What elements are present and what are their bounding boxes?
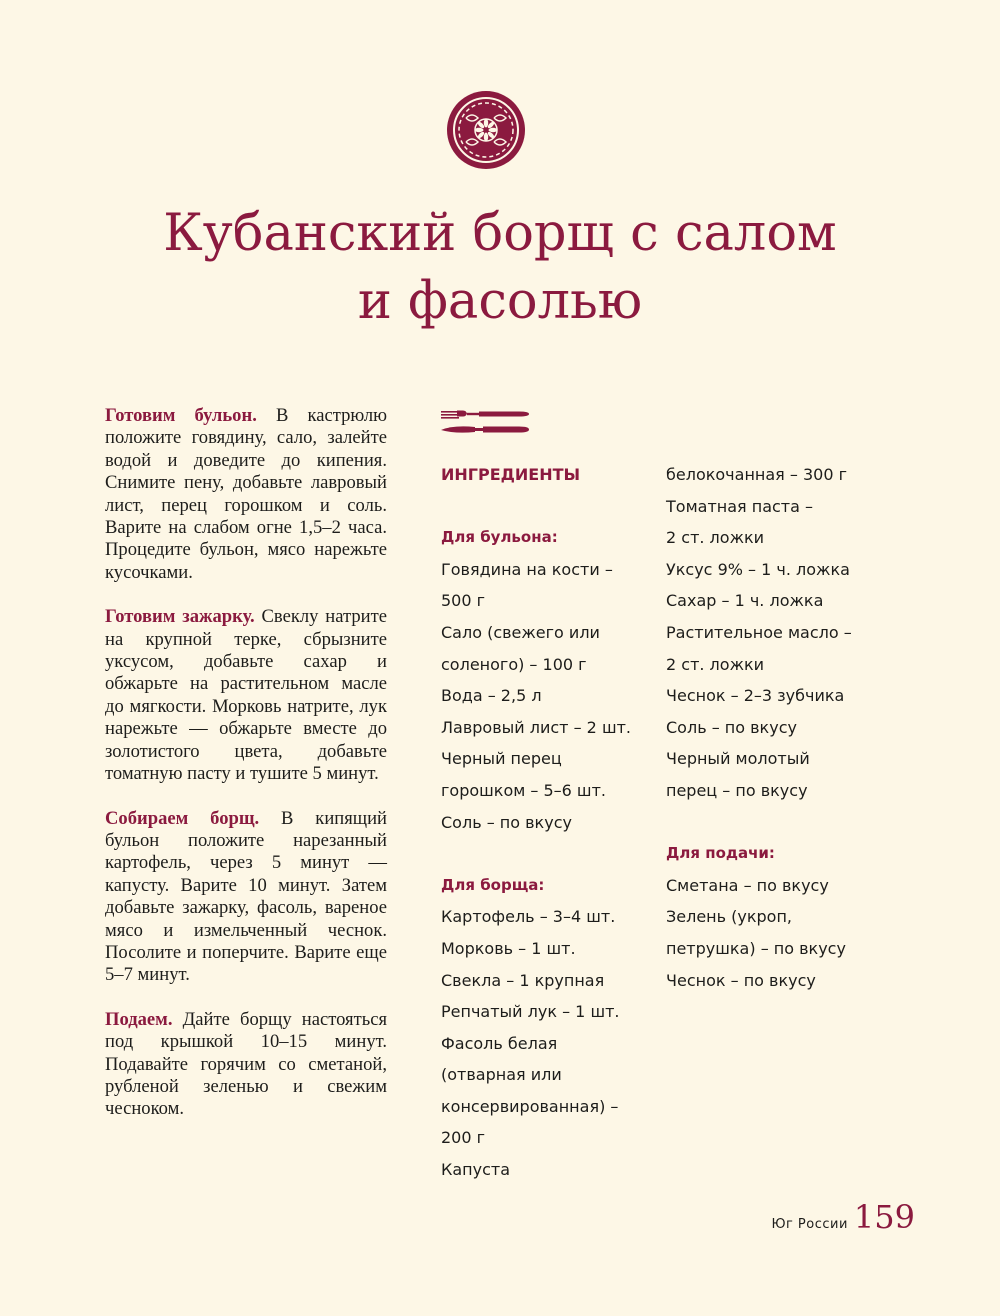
- ingredient-line: Растительное масло –: [666, 622, 852, 642]
- ingredient-line: Черный перец: [441, 749, 562, 769]
- ingredient-line: Морковь – 1 шт.: [441, 938, 576, 958]
- step-text: Свеклу натрите на крупной терке, сбрызните уксусом, добавьте сахар и обжарьте на растительном масле до мягкости. Морковь натрите, лук нарежьте — обжарьте вместе до золотистого цвета, добавьте томатную пасту и тушите 5 минут.: [105, 606, 387, 785]
- ingredient-line: 200 г: [441, 1128, 486, 1148]
- ingredients-column-2: [666, 459, 881, 996]
- ingredient-line: Картофель – 3–4 шт.: [441, 907, 616, 927]
- ingredient-line: (отварная или: [441, 1065, 562, 1085]
- ingredient-line: перец – по вкусу: [666, 780, 808, 800]
- ingredient-line: Зелень (укроп,: [666, 907, 793, 927]
- ingredient-line: Сахар – 1 ч. ложка: [666, 591, 824, 611]
- ingredient-line: Лавровый лист – 2 шт.: [441, 717, 631, 737]
- method-step: [105, 606, 387, 785]
- ingredient-line: Томатная паста –: [666, 496, 814, 516]
- ingredient-line: Капуста: [441, 1160, 511, 1180]
- ingredient-line: Сало (свежего или: [441, 622, 600, 642]
- recipe-title: [0, 200, 1000, 336]
- ingredient-line: Вода – 2,5 л: [441, 686, 542, 706]
- page-number: 159: [853, 1198, 915, 1236]
- method-step: [105, 405, 387, 584]
- ingredient-line: Чеснок – 2–3 зубчика: [666, 686, 845, 706]
- ingredient-line: Черный молотый: [666, 749, 810, 769]
- ingredient-line: горошком – 5–6 шт.: [441, 780, 606, 800]
- ingredient-line: петрушка) – по вкусу: [666, 938, 846, 958]
- ingredient-line: Свекла – 1 крупная: [441, 970, 605, 990]
- ingredient-line: консервированная) –: [441, 1096, 619, 1116]
- chapter-name: Юг России: [771, 1217, 848, 1232]
- ingredients-column-1: [441, 459, 656, 1186]
- ingredient-line: Фасоль белая: [441, 1033, 558, 1053]
- ingredient-line: 2 ст. ложки: [666, 654, 765, 674]
- method-text: [105, 405, 387, 1143]
- step-text: В кипящий бульон положите нарезанный картофель, через 5 минут — капусту. Варите 10 минут. Затем добавьте зажарку, фасоль, вареное мясо и измельченный чеснок. Посолите и поперчите. Варите еще 5–7 минут.: [105, 807, 387, 986]
- ingredient-line: соленого) – 100 г: [441, 654, 587, 674]
- step-lead: Собираем борщ.: [105, 807, 260, 829]
- ingredient-line: 2 ст. ложки: [666, 528, 765, 548]
- method-step: [105, 808, 387, 987]
- ingredient-line: Уксус 9% – 1 ч. ложка: [666, 559, 850, 579]
- method-step: [105, 1009, 387, 1121]
- title-line-2: и фасолью: [357, 272, 643, 331]
- borscht-section-title: Для борща:: [441, 875, 545, 894]
- step-lead: Подаем.: [105, 1008, 173, 1030]
- step-text: В кастрюлю положите говядину, сало, залейте водой и доведите до кипения. Снимите пену, добавьте лавровый лист, перец горошком и соль. Варите на слабом огне 1,5–2 часа. Процедите бульон, мясо нарежьте кусочками.: [105, 405, 387, 583]
- ingredient-line: белокочанная – 300 г: [666, 465, 847, 484]
- ingredient-line: Говядина на кости –: [441, 559, 613, 579]
- ingredient-line: 500 г: [441, 591, 486, 611]
- serve-section-title: Для подачи:: [666, 844, 775, 863]
- ingredients-heading: ИНГРЕДИЕНТЫ: [441, 465, 581, 484]
- step-lead: Готовим зажарку.: [105, 606, 255, 628]
- step-lead: Готовим бульон.: [105, 405, 257, 426]
- ingredient-line: Репчатый лук – 1 шт.: [441, 1002, 620, 1022]
- ornament-emblem-icon: [446, 90, 526, 170]
- ingredient-line: Соль – по вкусу: [441, 812, 572, 832]
- ingredient-line: Соль – по вкусу: [666, 717, 797, 737]
- ingredient-line: Чеснок – по вкусу: [666, 970, 816, 990]
- title-line-1: Кубанский борщ с салом: [163, 204, 837, 263]
- broth-section-title: Для бульона:: [441, 528, 558, 547]
- page-footer: [771, 1198, 915, 1236]
- cutlery-icon: [441, 408, 531, 438]
- ingredient-line: Сметана – по вкусу: [666, 875, 829, 895]
- step-text: Дайте борщу настояться под крышкой 10–15 минут. Подавайте горячим со сметаной, рубленой зеленью и свежим чесноком.: [105, 1008, 387, 1120]
